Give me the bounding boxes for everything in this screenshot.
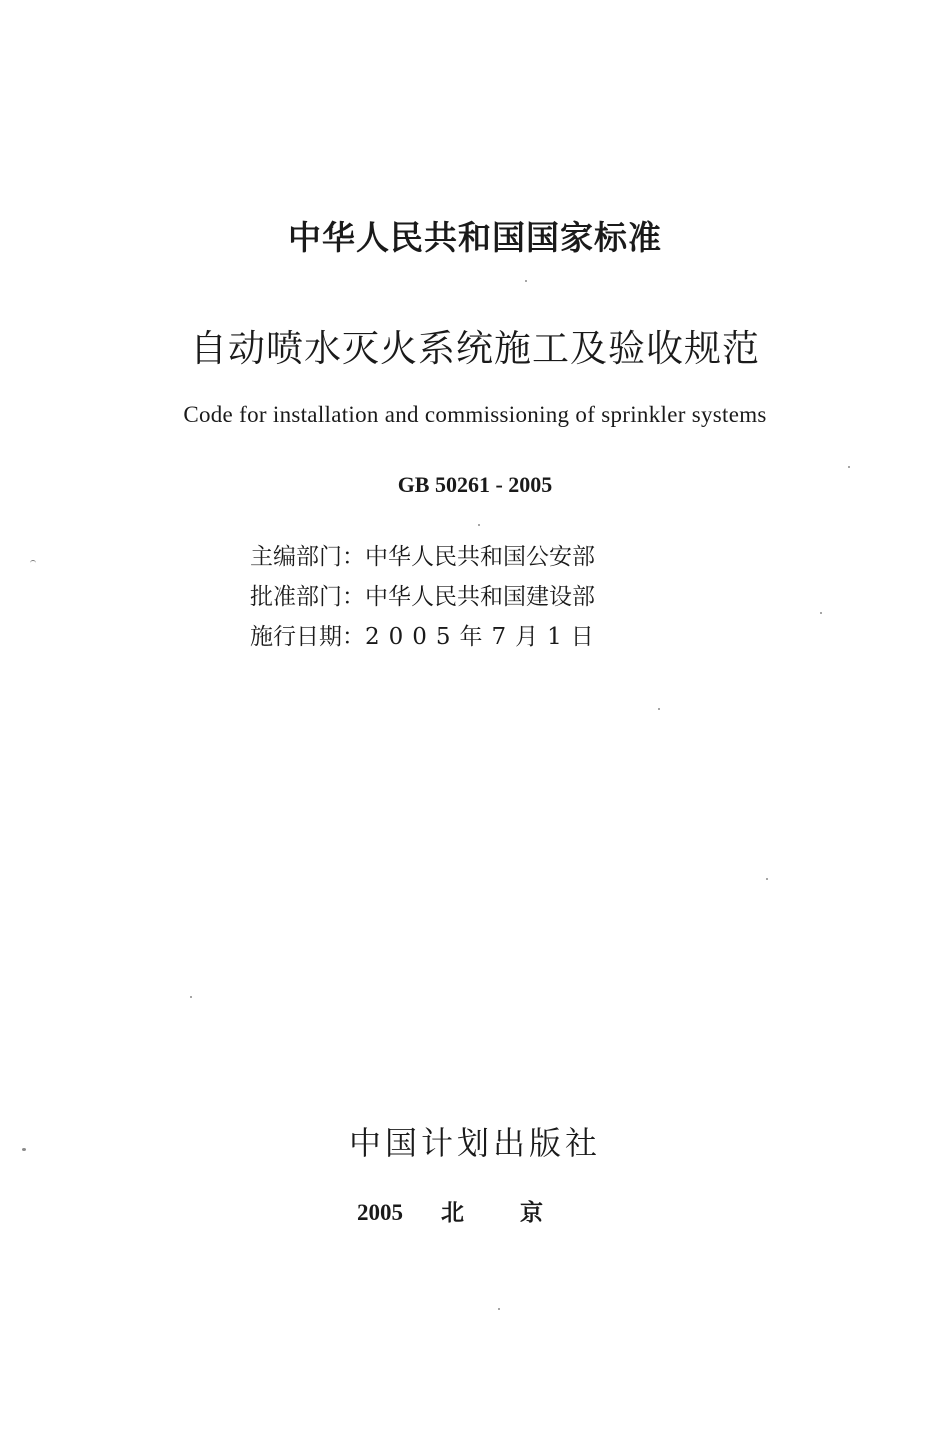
standard-code: GB 50261 - 2005: [397, 472, 553, 497]
meta-row-editor: [250, 537, 603, 577]
scan-speck: [848, 466, 850, 468]
imprint-line: [357, 1194, 599, 1227]
publication-meta: [250, 537, 603, 657]
publisher-name: 中国计划出版社: [348, 1124, 601, 1162]
imprint-city: 北京: [441, 1200, 599, 1226]
approver-colon: ：: [342, 584, 365, 610]
scan-speck: [820, 612, 822, 614]
scan-speck: [22, 1148, 26, 1151]
editor-label: 主编部门: [250, 544, 342, 570]
standard-type-heading: 中华人民共和国国家标准: [288, 218, 662, 257]
imprint-year: 2005: [357, 1200, 403, 1225]
document-title-english: Code for installation and commissioning of sprinkler systems: [183, 402, 767, 427]
scan-speck: [766, 878, 768, 880]
scan-speck: [525, 280, 527, 282]
document-title-chinese: 自动喷水灭火系统施工及验收规范: [190, 327, 760, 370]
approver-value: 中华人民共和国建设部: [365, 584, 595, 610]
scan-speck: [498, 1308, 500, 1310]
meta-row-approver: [250, 577, 603, 617]
meta-row-effective-date: [250, 617, 603, 657]
scan-speck: [30, 560, 36, 564]
scan-speck: [190, 996, 192, 998]
approver-label: 批准部门: [250, 584, 342, 610]
effective-date-value: 2005年7月1日: [365, 624, 603, 650]
scan-speck: [658, 708, 660, 710]
scan-speck: [478, 524, 480, 526]
effective-date-label: 施行日期: [250, 624, 342, 650]
effective-date-colon: ：: [342, 624, 365, 650]
editor-colon: ：: [342, 544, 365, 570]
editor-value: 中华人民共和国公安部: [365, 544, 595, 570]
